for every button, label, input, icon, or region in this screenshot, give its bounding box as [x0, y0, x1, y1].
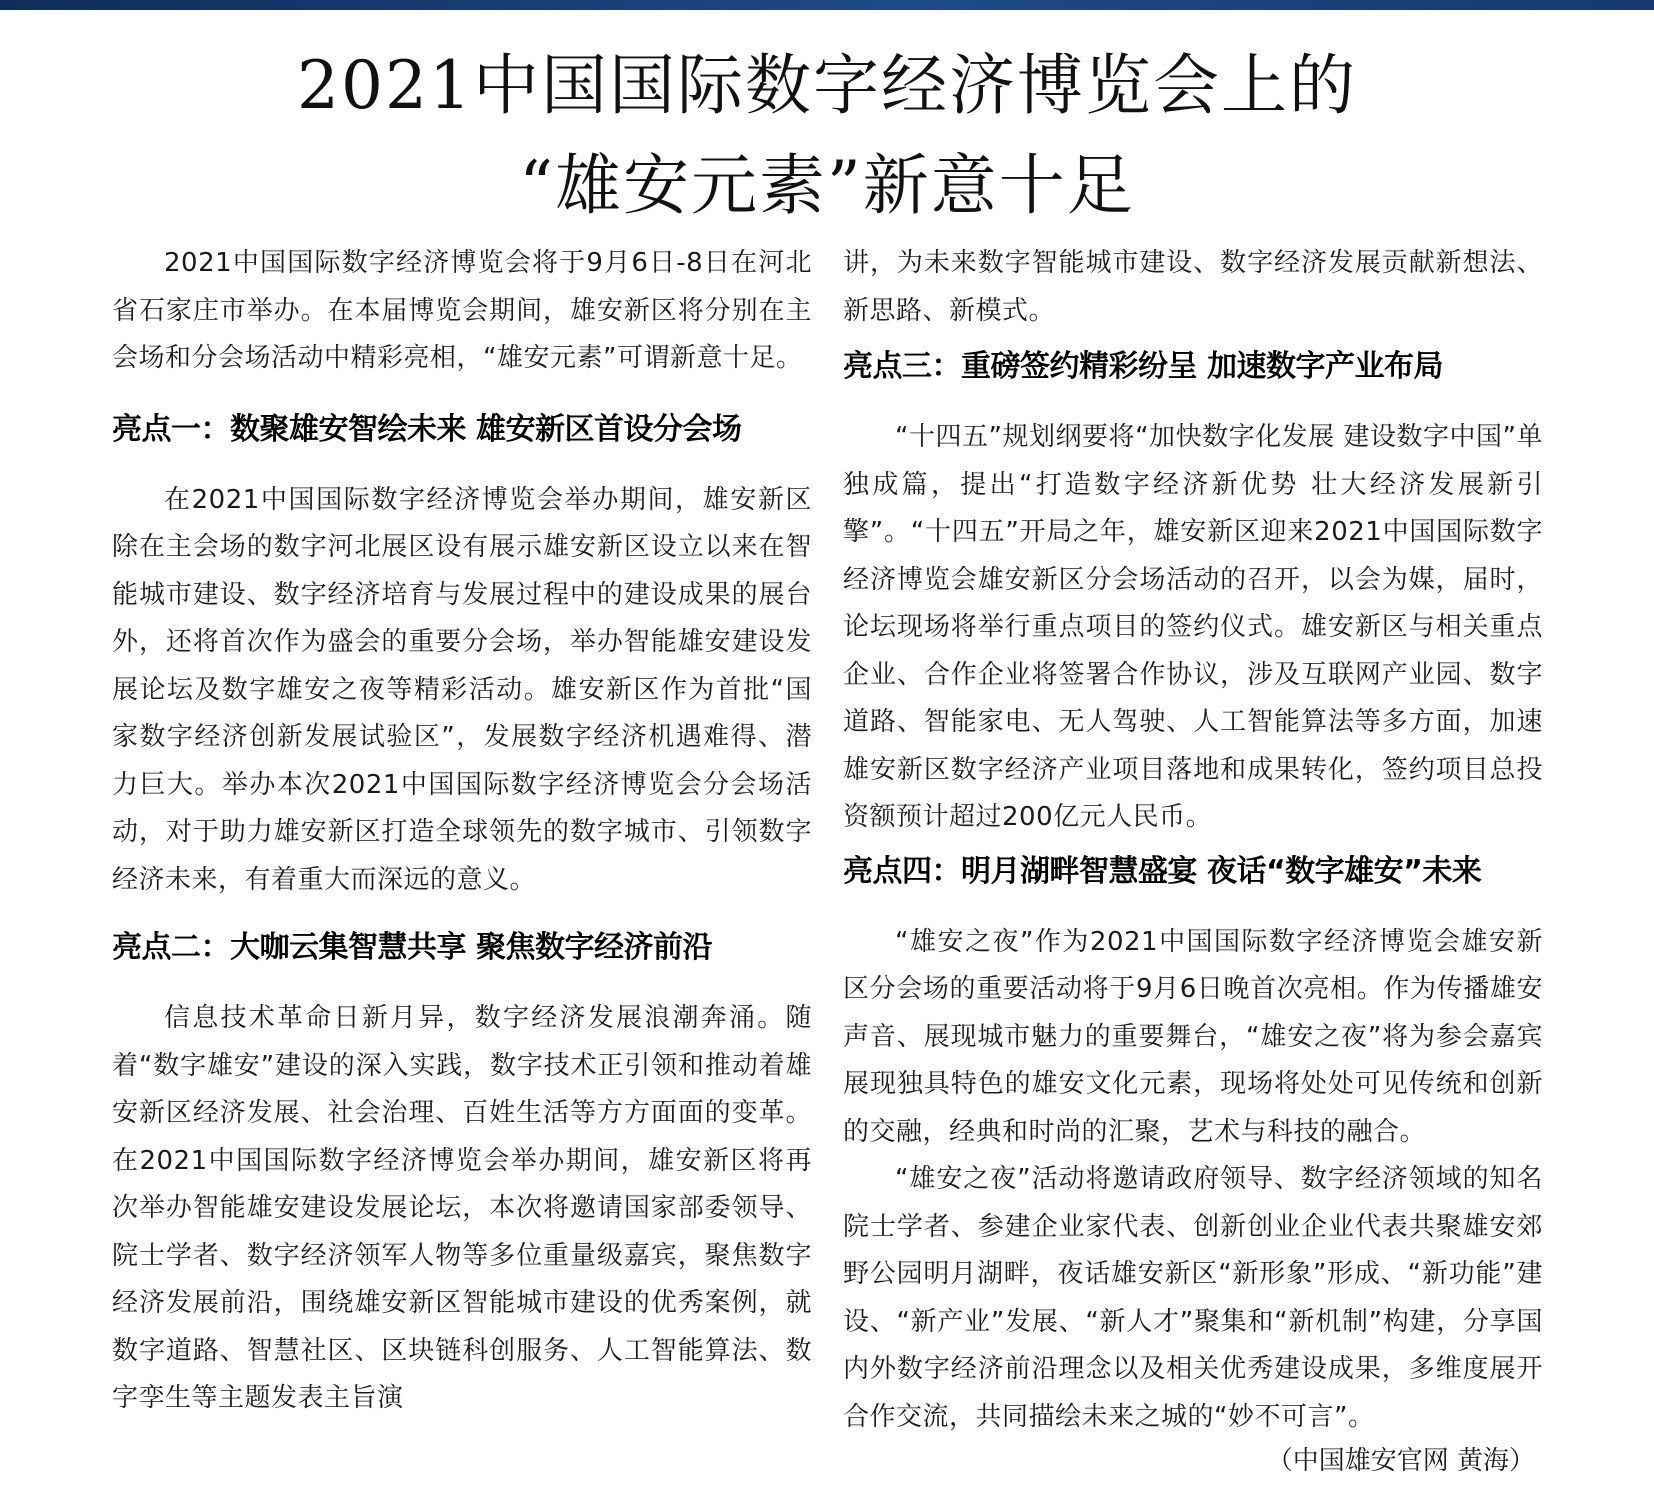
- highlight-2-heading: 亮点二：大咖云集智慧共享 聚焦数字经济前沿: [112, 930, 712, 965]
- highlight-3-paragraph: “十四五”规划纲要将“加快数字化发展 建设数字中国”单独成篇，提出“打造数字经济新优势 壮大经济发展新引擎”。“十四五”开局之年，雄安新区迎来2021中国国际数字经济博览会雄安新区分会场活动的召开，以会为媒，届时，论坛现场将举行重点项目的签约仪式。雄安新区与相关重点企业、合作企业将签署合作协议，涉及互联网产业园、数字道路、智能家电、无人驾驶、人工智能算法等多方面，加速雄安新区数字经济产业项目落地和成果转化，签约项目总投资额预计超过200亿元人民币。: [843, 422, 1543, 832]
- highlight-4-paragraph: “雄安之夜”作为2021中国国际数字经济博览会雄安新区分会场的重要活动将于9月6日晚首次亮相。作为传播雄安声音、展现城市魅力的重要舞台，“雄安之夜”将为参会嘉宾展现独具特色的雄安文化元素，现场将处处可见传统和创新的交融，经典和时尚的汇聚，艺术与科技的融合。: [843, 926, 1543, 1147]
- title-line-1: 2021中国国际数字经济博览会上的: [297, 47, 1357, 124]
- title-line-2: “雄安元素”新意十足: [519, 147, 1135, 224]
- highlight-4-heading: 亮点四：明月湖畔智慧盛宴 夜话“数字雄安”未来: [843, 853, 1482, 889]
- highlight-4-paragraph-2: “雄安之夜”活动将邀请政府领导、数字经济领域的知名院士学者、参建企业家代表、创新创业企业代表共聚雄安郊野公园明月湖畔，夜话雄安新区“新形象”形成、“新功能”建设、“新产业”发展、“新人才”聚集和“新机制”构建，分享国内外数字经济前沿理念以及相关优秀建设成果，多维度展开合作交流，共同描绘未来之城的“妙不可言”。: [843, 1164, 1543, 1432]
- left-column: [112, 240, 812, 1423]
- highlight-2-paragraph: 信息技术革命日新月异，数字经济发展浪潮奔涌。随着“数字雄安”建设的深入实践，数字技术正引领和推动着雄安新区经济发展、社会治理、百姓生活等方方面面的变革。在2021中国国际数字经济博览会举办期间，雄安新区将再次举办智能雄安建设发展论坛，本次将邀请国家部委领导、院士学者、数字经济领军人物等多位重量级嘉宾，聚焦数字经济发展前沿，围绕雄安新区智能城市建设的优秀案例，就数字道路、智慧社区、区块链科创服务、人工智能算法、数字孪生等主题发表主旨演: [112, 1003, 812, 1413]
- article-source: （中国雄安官网 黄海）: [1266, 1446, 1535, 1476]
- highlight-3-heading: 亮点三：重磅签约精彩纷呈 加速数字产业布局: [843, 349, 1443, 384]
- highlight-2-paragraph-continued: 讲，为未来数字智能城市建设、数字经济发展贡献新想法、新思路、新模式。: [843, 248, 1543, 326]
- intro-paragraph: 2021中国国际数字经济博览会将于9月6日-8日在河北省石家庄市举办。在本届博览会期间，雄安新区将分别在主会场和分会场活动中精彩亮相，“雄安元素”可谓新意十足。: [112, 248, 812, 373]
- article-title: [0, 36, 1654, 236]
- highlight-1-paragraph: 在2021中国国际数字经济博览会举办期间，雄安新区除在主会场的数字河北展区设有展示雄安新区设立以来在智能城市建设、数字经济培育与发展过程中的建设成果的展台外，还将首次作为盛会的重要分会场，举办智能雄安建设发展论坛及数字雄安之夜等精彩活动。雄安新区作为首批“国家数字经济创新发展试验区”，发展数字经济机遇难得、潜力巨大。举办本次2021中国国际数字经济博览会分会场活动，对于助力雄安新区打造全球领先的数字城市、引领数字经济未来，有着重大而深远的意义。: [112, 484, 812, 895]
- right-column: [843, 240, 1543, 1481]
- top-color-bar: [0, 0, 1654, 10]
- highlight-1-heading: 亮点一：数聚雄安智绘未来 雄安新区首设分会场: [112, 411, 742, 447]
